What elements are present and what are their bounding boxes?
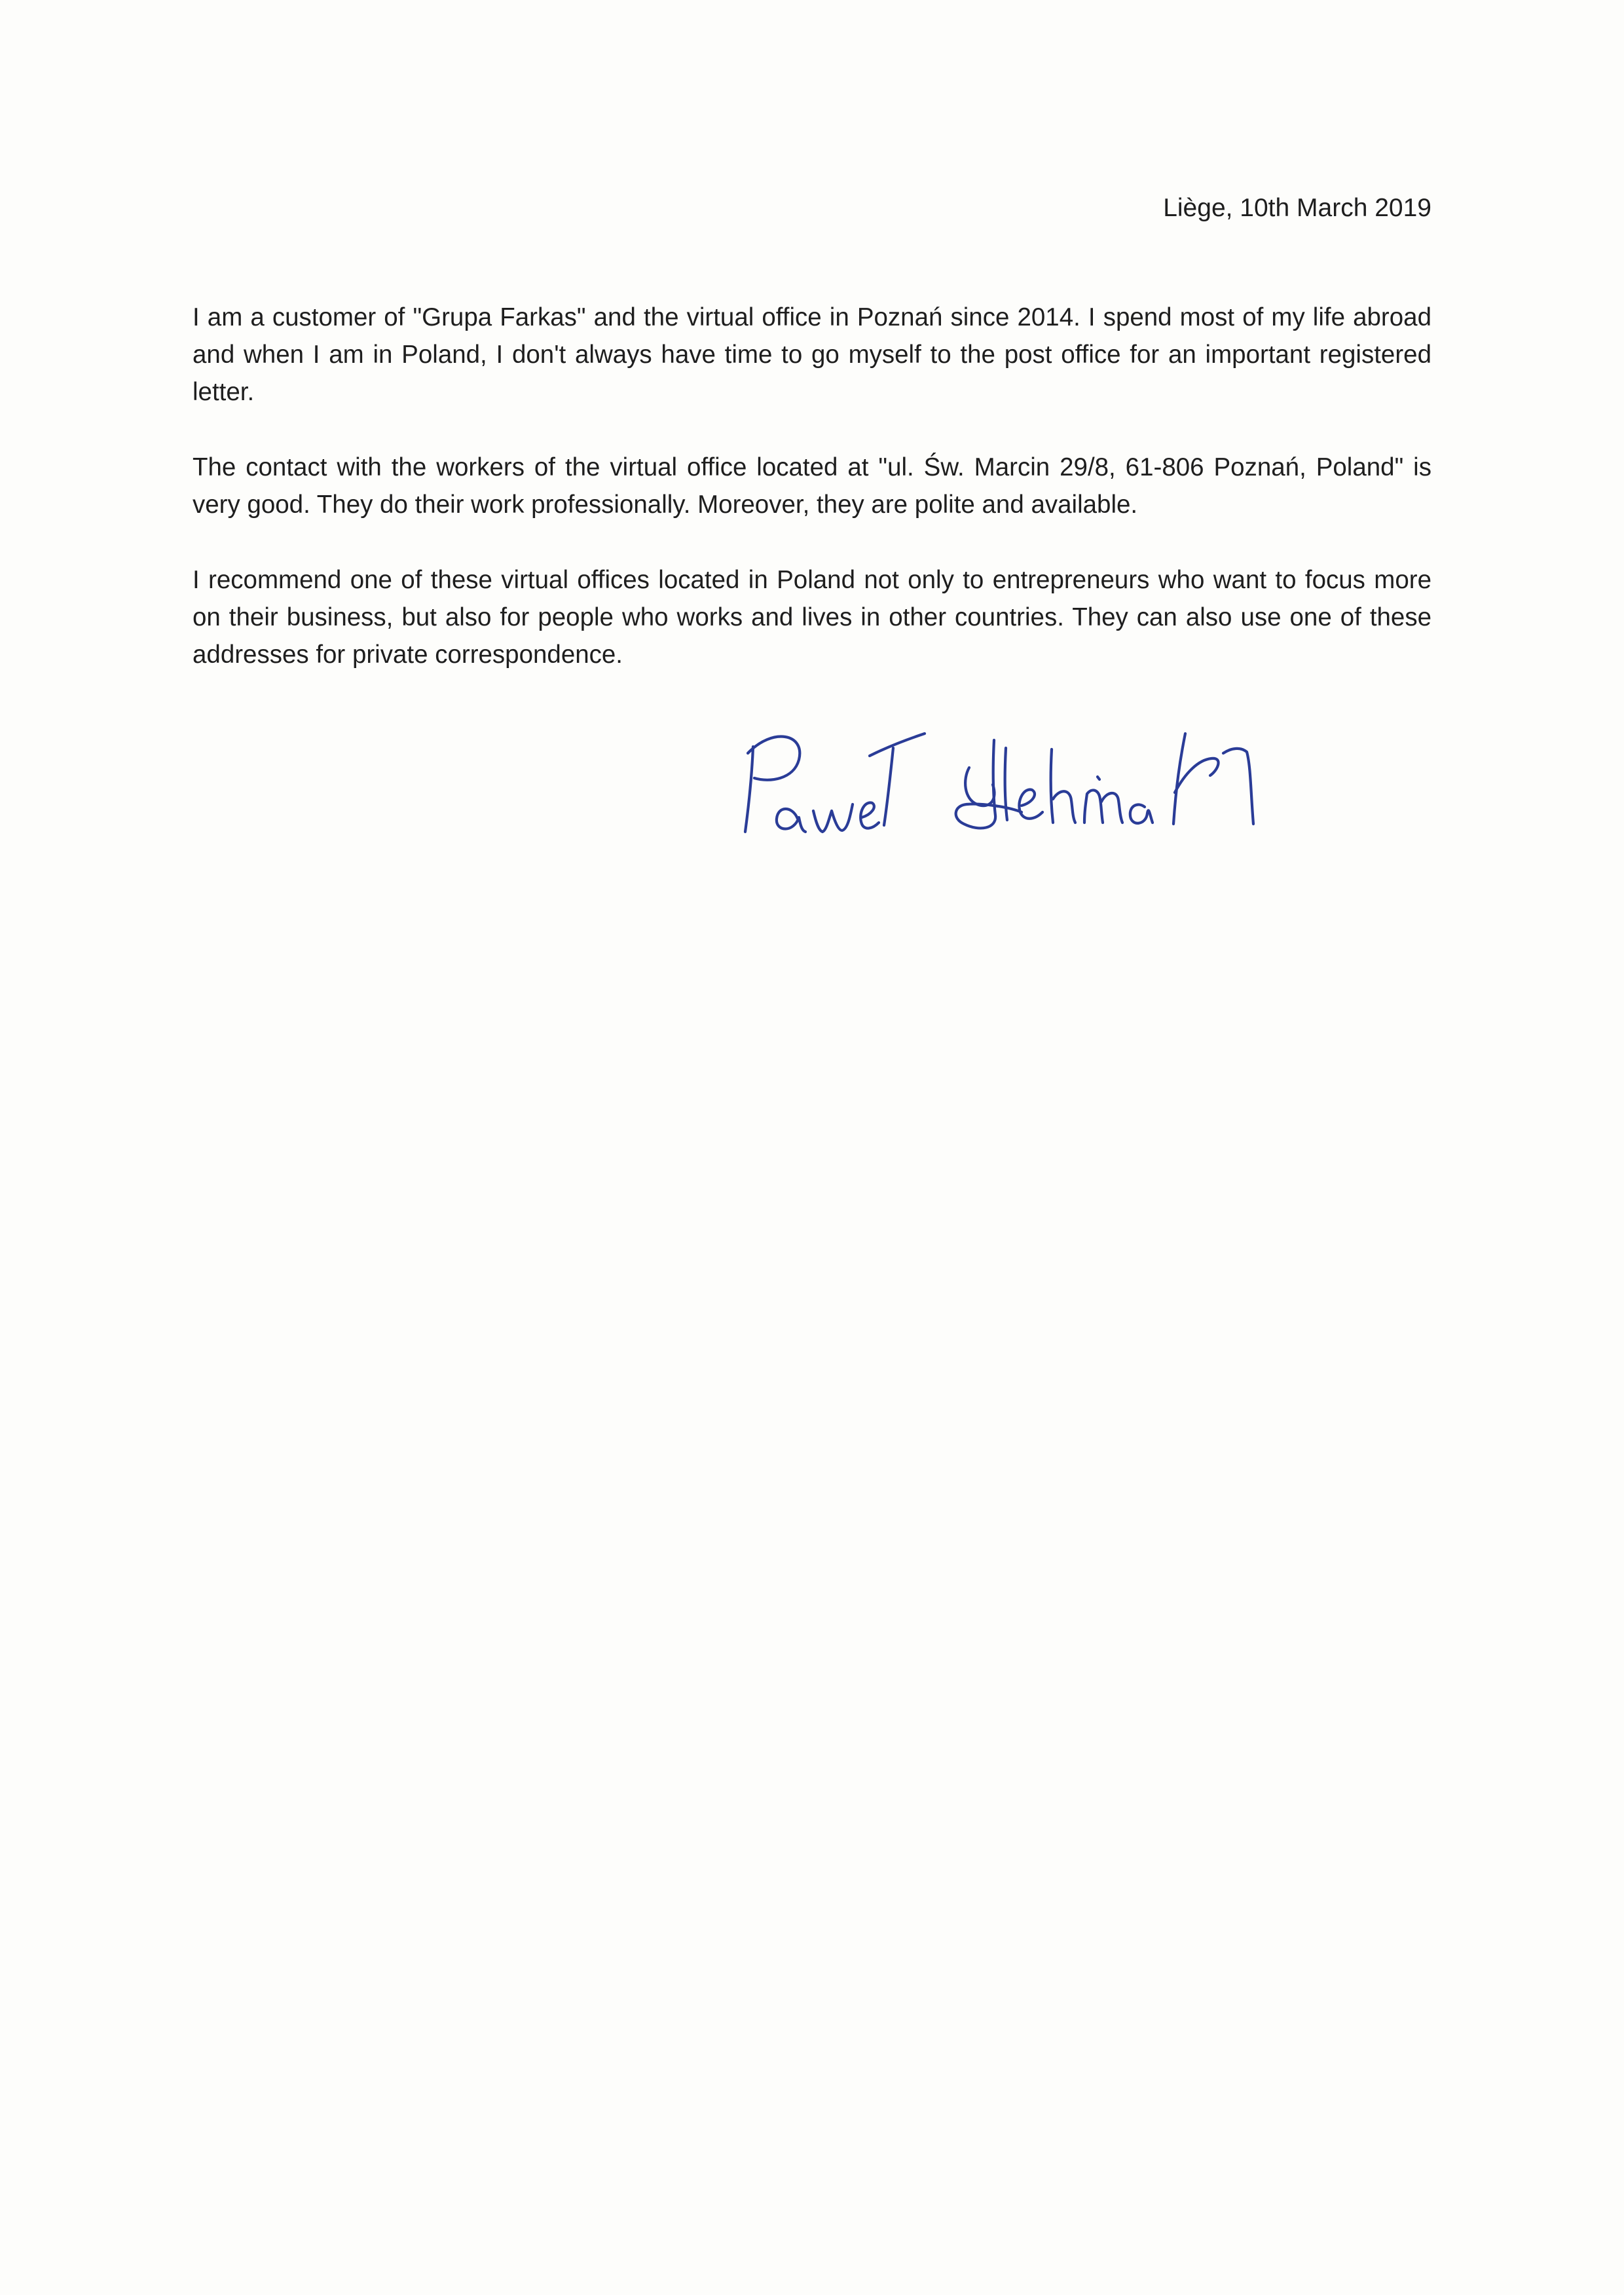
paragraph-3: I recommend one of these virtual offices located in Poland not only to entrepreneurs who want to focus more on their business, but also for people who works and lives in other countries. They can also use one of these addresses for private correspondence. (193, 566, 1431, 669)
letter-body (193, 299, 1431, 711)
signature-drawing (733, 707, 1270, 851)
paragraph-2: The contact with the workers of the virtual office located at "ul. Św. Marcin 29/8, 61-806 Poznań, Poland" is very good. They do their work professionally. Moreover, they are polite and available. (193, 453, 1431, 519)
date-line: Liège, 10th March 2019 (1163, 194, 1431, 222)
paragraph-1: I am a customer of "Grupa Farkas" and the virtual office in Poznań since 2014. I spend most of my life abroad and when I am in Poland, I don't always have time to go myself to the post office for an important registered letter. (193, 303, 1431, 406)
handwritten-signature (733, 707, 1270, 851)
